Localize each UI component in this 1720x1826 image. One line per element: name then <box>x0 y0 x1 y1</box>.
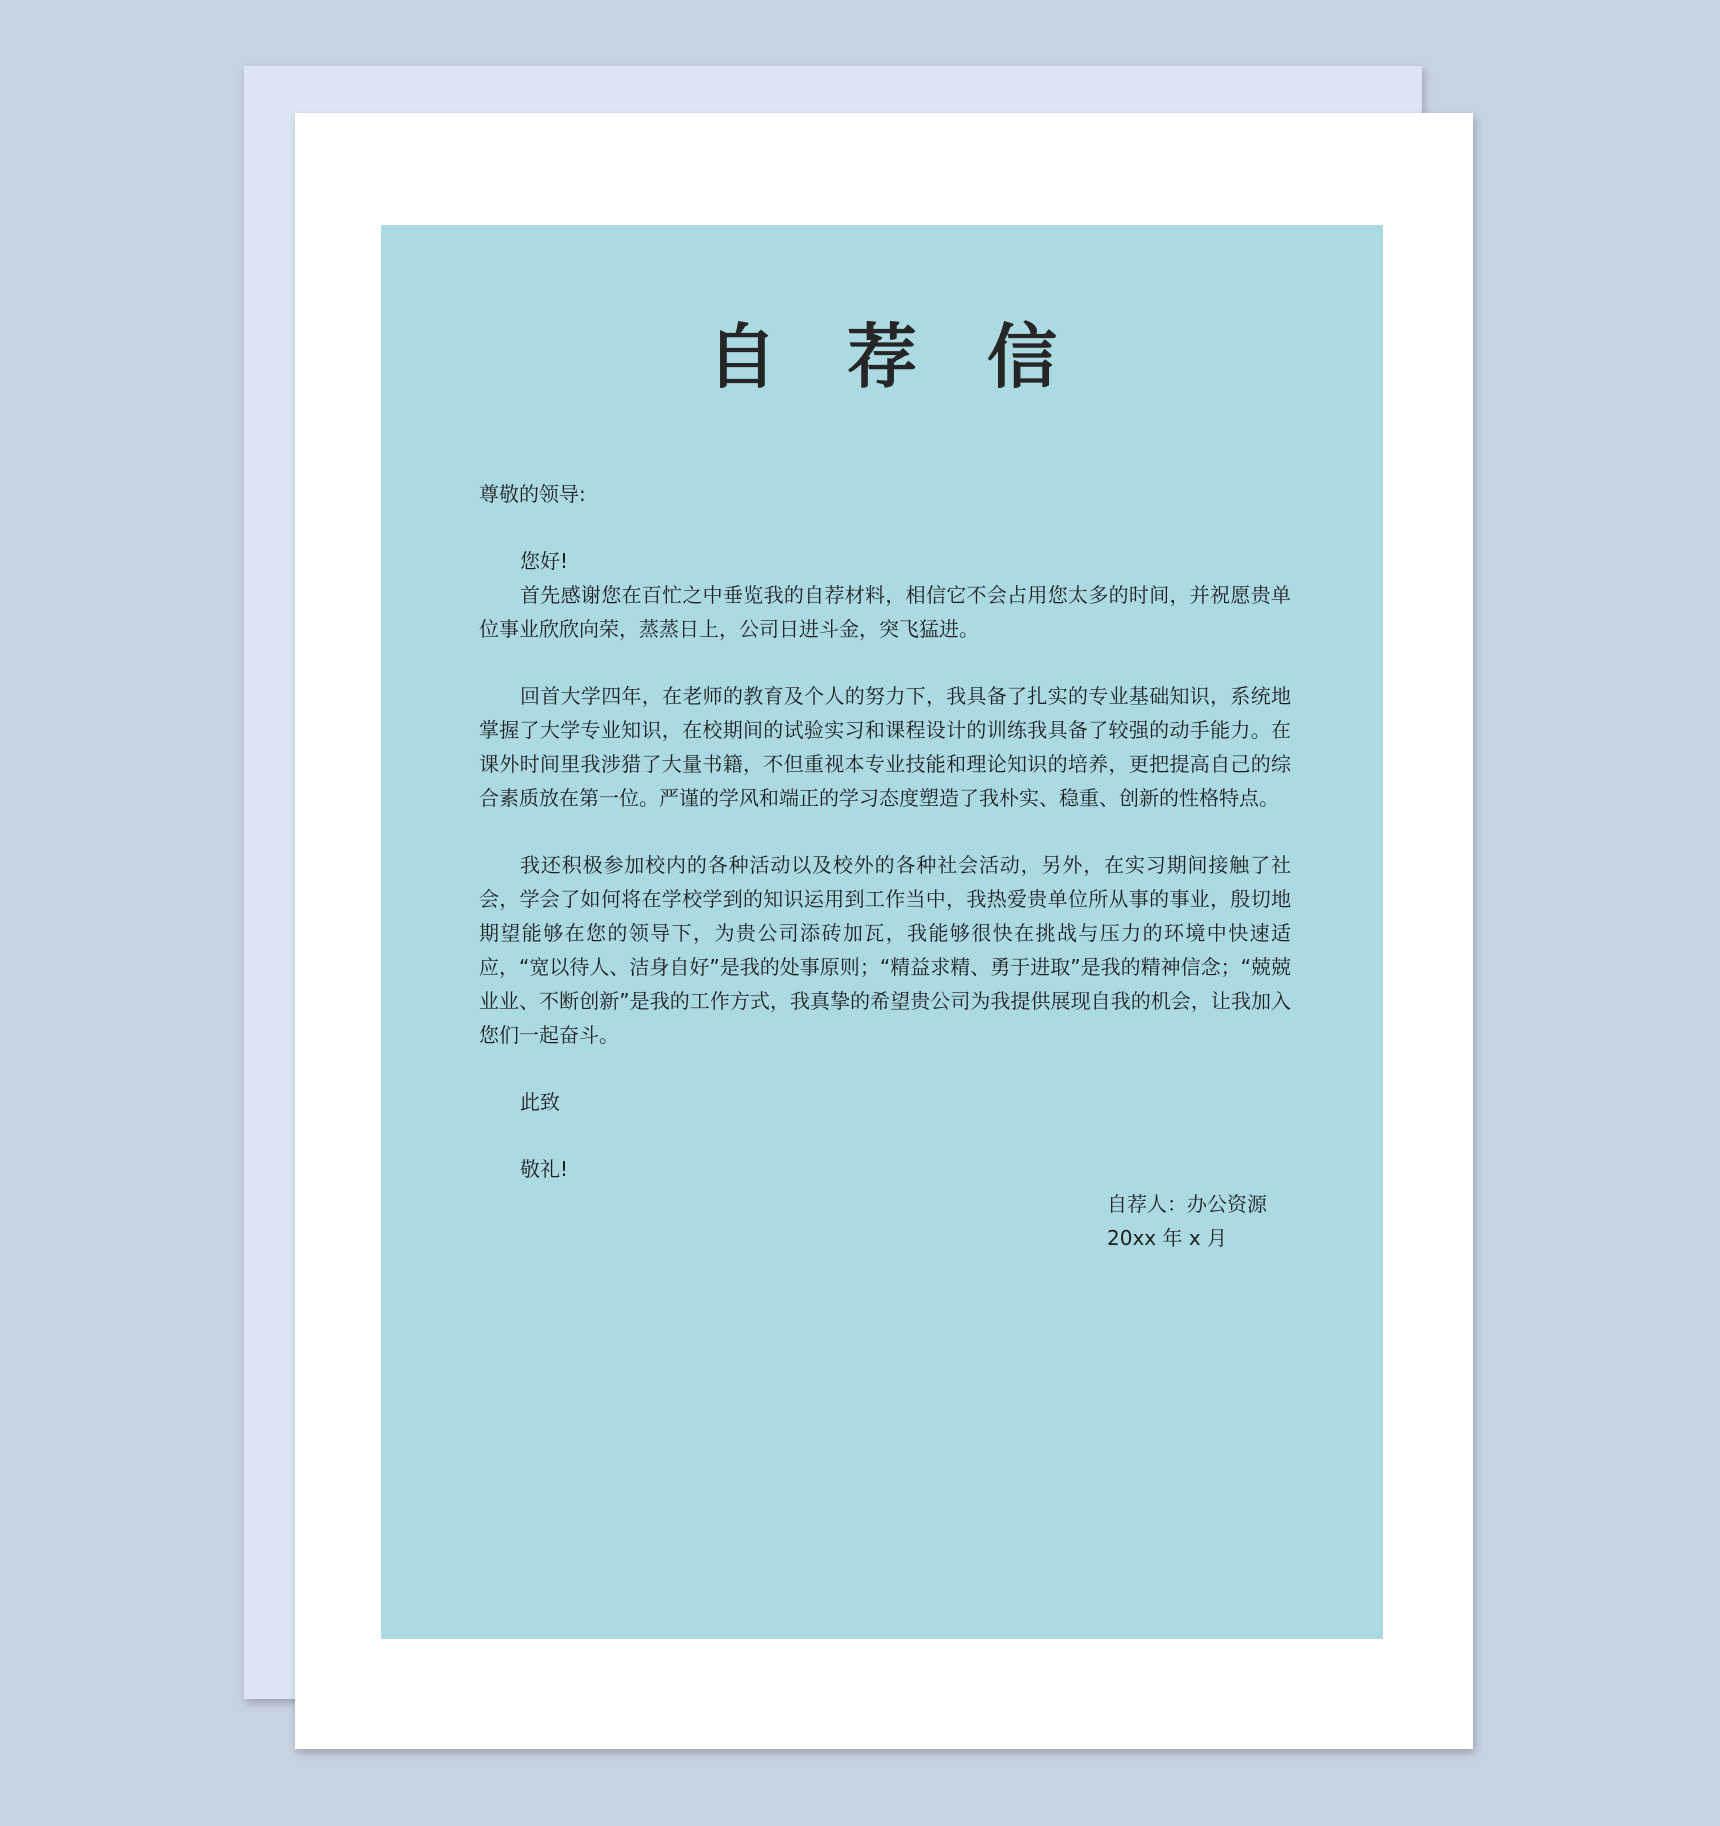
closing-salute: 敬礼! <box>520 1157 569 1181</box>
letter-date: 20xx 年 x 月 <box>1107 1226 1228 1250</box>
greeting: 您好! <box>520 549 569 573</box>
letter-title: 自荐信 <box>707 316 1127 398</box>
signature-block <box>1107 1187 1267 1255</box>
letter-body <box>479 477 1291 1186</box>
signer-name: 自荐人：办公资源 <box>1107 1192 1267 1216</box>
closing-regards: 此致 <box>520 1090 560 1114</box>
paragraph-activities: 我还积极参加校内的各种活动以及校外的各种社会活动，另外，在实习期间接触了社会，学会了如何将在学校学到的知识运用到工作当中，我热爱贵单位所从事的事业，殷切地期望能够在您的领导下，为贵公司添砖加瓦，我能够很快在挑战与压力的环境中快速适应，“宽以待人、洁身自好”是我的处事原则；“精益求精、勇于进取”是我的精神信念；“兢兢业业、不断创新”是我的工作方式，我真挚的希望贵公司为我提供展现自我的机会，让我加入您们一起奋斗。 <box>479 853 1291 1047</box>
paragraph-education: 回首大学四年，在老师的教育及个人的努力下，我具备了扎实的专业基础知识，系统地掌握了大学专业知识，在校期间的试验实习和课程设计的训练我具备了较强的动手能力。在课外时间里我涉猎了大量书籍，不但重视本专业技能和理论知识的培养，更把提高自己的综合素质放在第一位。严谨的学风和端正的学习态度塑造了我朴实、稳重、创新的性格特点。 <box>479 684 1291 810</box>
paragraph-intro: 首先感谢您在百忙之中垂览我的自荐材料，相信它不会占用您太多的时间，并祝愿贵单位事业欣欣向荣，蒸蒸日上，公司日进斗金，突飞猛进。 <box>479 583 1291 641</box>
salutation: 尊敬的领导: <box>479 482 586 506</box>
letter-panel <box>381 225 1383 1639</box>
